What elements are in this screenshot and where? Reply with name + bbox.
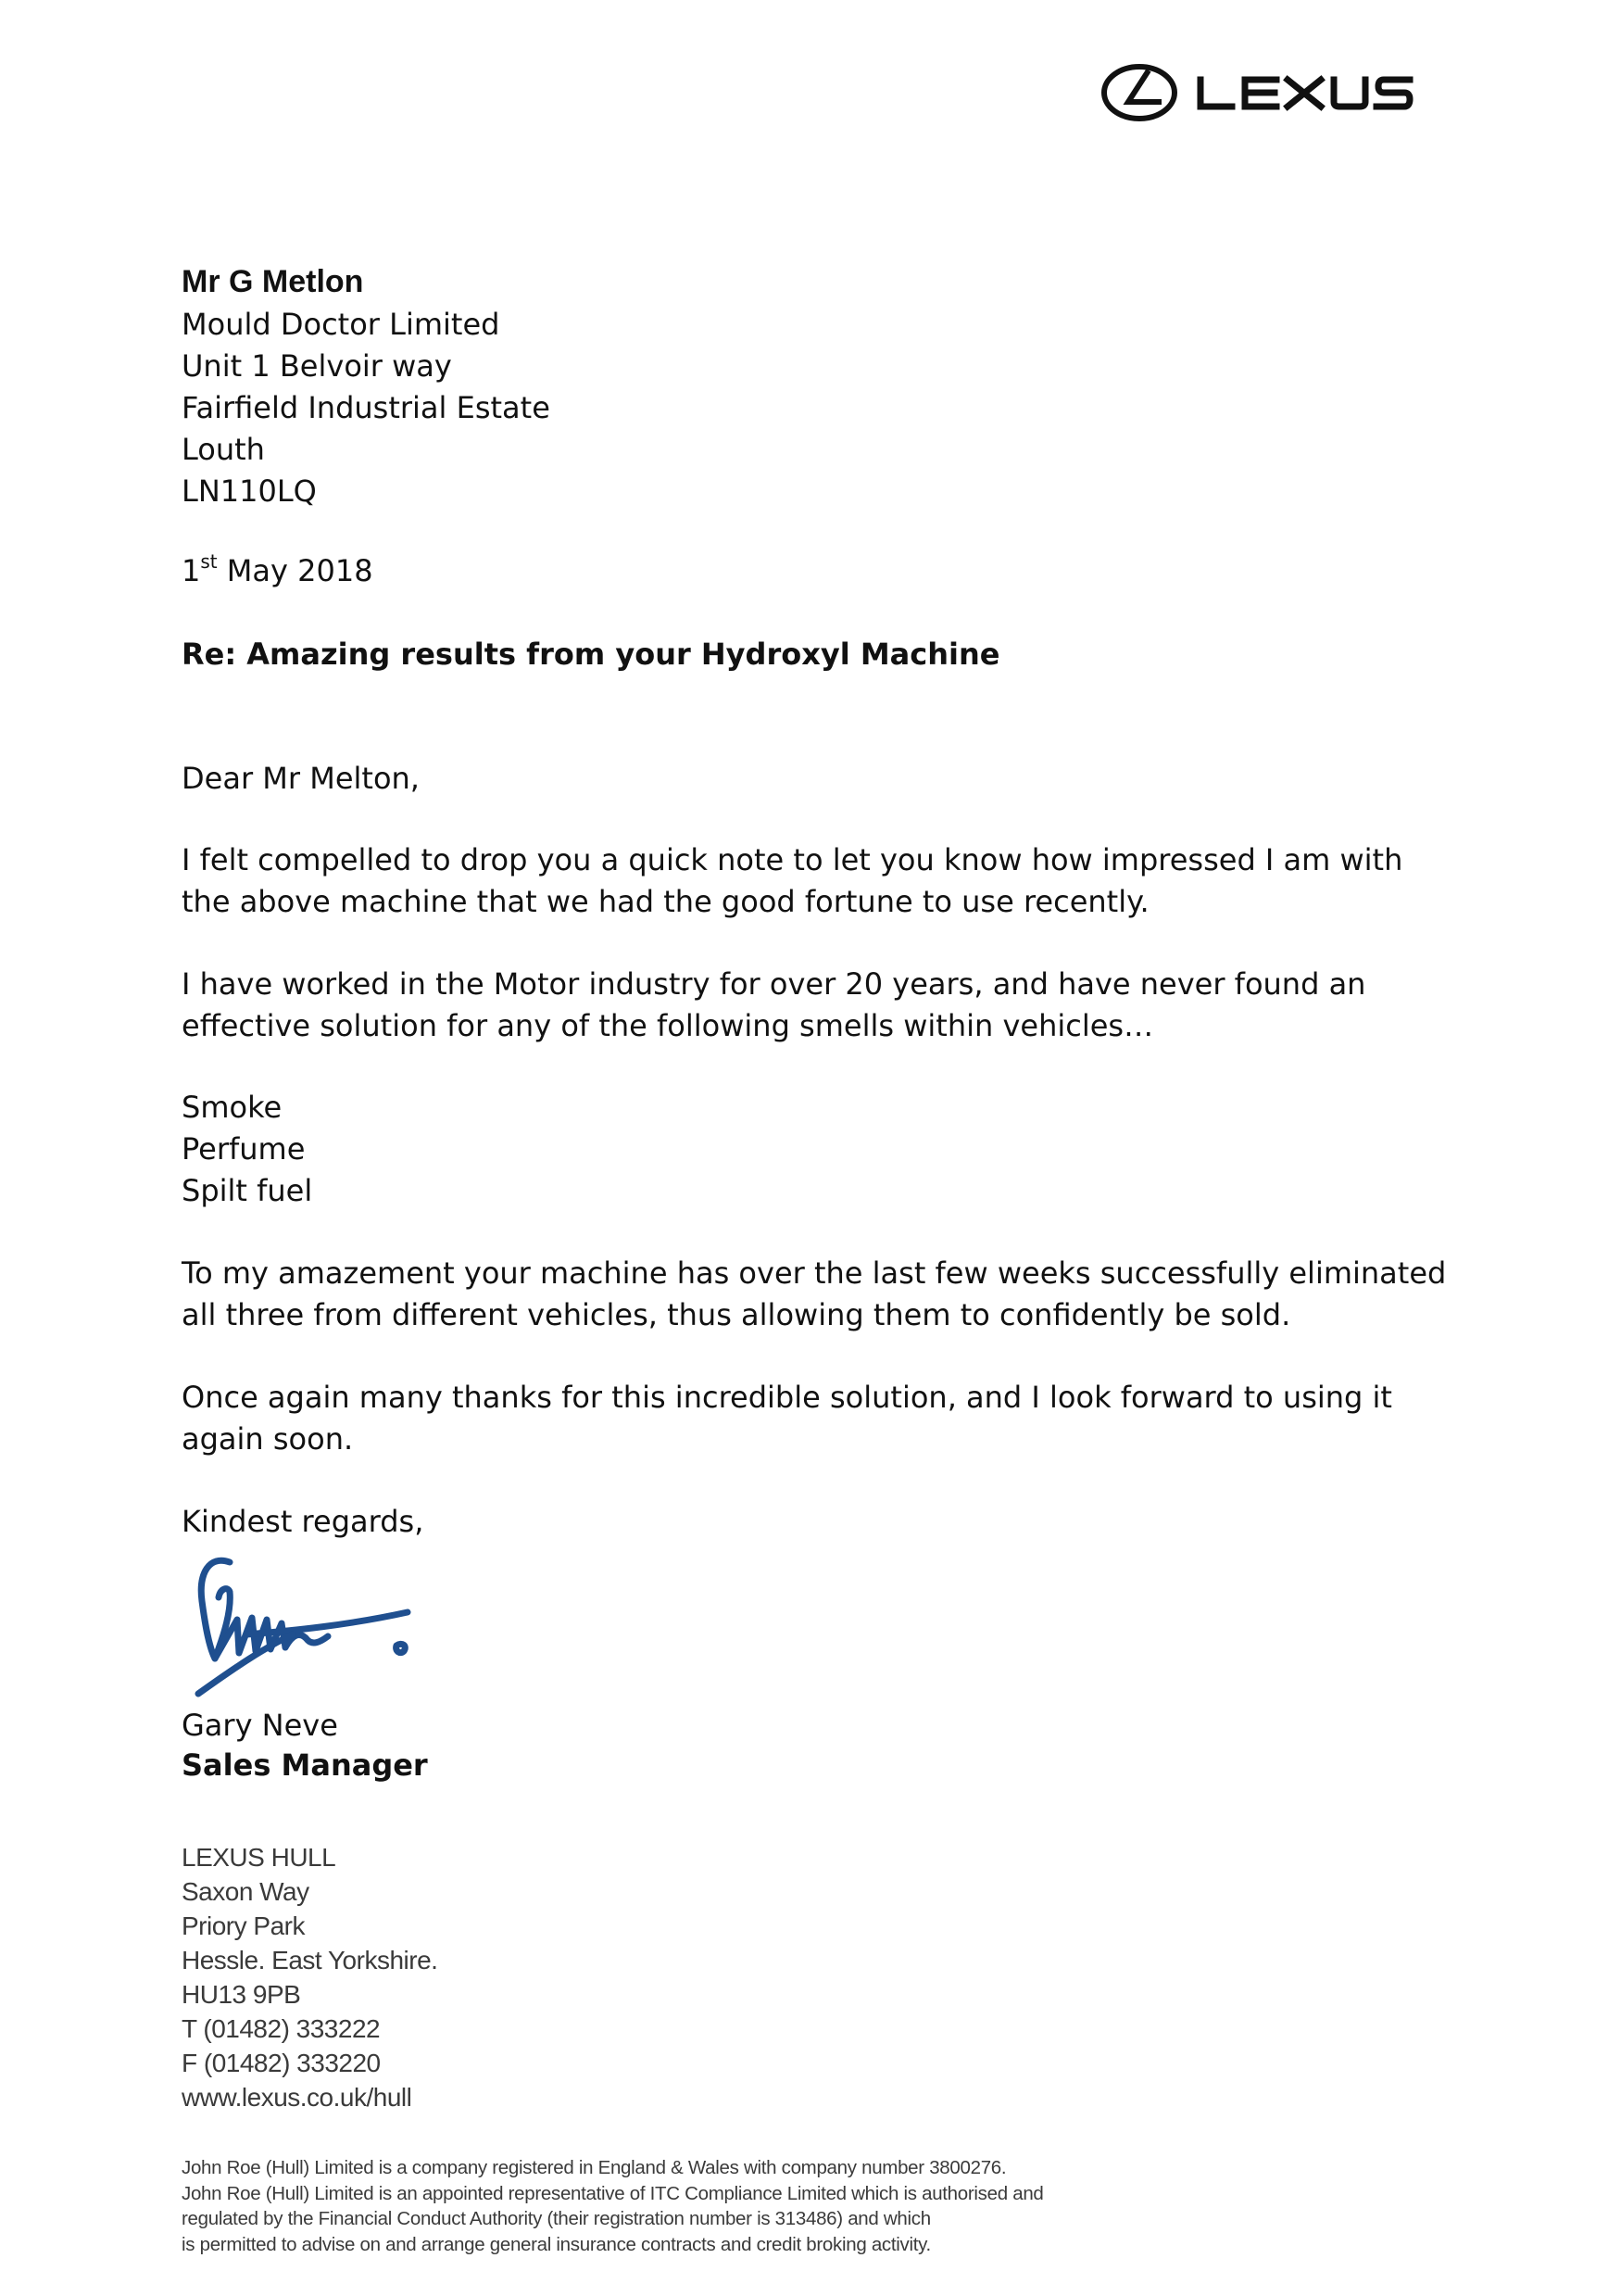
paragraph: I have worked in the Motor industry for over 20 years, and have never found an effective solution for any of the following smells within vehicles… bbox=[182, 966, 1366, 1043]
signer-name: Gary Neve bbox=[182, 1708, 338, 1743]
letter-date bbox=[182, 550, 373, 592]
signer-title: Sales Manager bbox=[182, 1747, 428, 1783]
dealer-line: Hessle. East Yorkshire. bbox=[182, 1946, 438, 1974]
dealer-line: Priory Park bbox=[182, 1911, 305, 1940]
address-line: Unit 1 Belvoir way bbox=[182, 348, 452, 384]
legal-line: John Roe (Hull) Limited is an appointed representative of ITC Compliance Limited which is authorised and bbox=[182, 2182, 1044, 2204]
dealer-line: Saxon Way bbox=[182, 1877, 309, 1906]
legal-line: John Roe (Hull) Limited is a company registered in England & Wales with company number 3800276. bbox=[182, 2157, 1007, 2178]
date-day: 1 bbox=[182, 553, 201, 588]
paragraph: To my amazement your machine has over the last few weeks successfully eliminated all three from different vehicles, thus allowing them to confidently be sold. bbox=[182, 1255, 1447, 1332]
legal-notice bbox=[182, 2155, 1108, 2257]
list-item: Spilt fuel bbox=[182, 1173, 313, 1208]
dealer-website: www.lexus.co.uk/hull bbox=[182, 2083, 412, 2112]
dealer-line: LEXUS HULL bbox=[182, 1843, 336, 1872]
closing: Kindest regards, bbox=[182, 1504, 424, 1539]
subject-line: Re: Amazing results from your Hydroxyl Machine bbox=[182, 637, 1000, 672]
dealer-line: HU13 9PB bbox=[182, 1980, 301, 2009]
legal-line: regulated by the Financial Conduct Authority (their registration number is 313486) and which bbox=[182, 2208, 931, 2229]
date-suffix: st bbox=[200, 550, 218, 573]
legal-line: is permitted to advise on and arrange general insurance contracts and credit broking activity. bbox=[182, 2233, 931, 2255]
dealer-address bbox=[182, 1840, 437, 2114]
paragraph: I felt compelled to drop you a quick note to let you know how impressed I am with the above machine that we had the good fortune to use recently. bbox=[182, 842, 1403, 919]
list-item: Perfume bbox=[182, 1131, 306, 1167]
smells-list bbox=[182, 1087, 312, 1212]
list-item: Smoke bbox=[182, 1090, 283, 1125]
dealer-fax: F (01482) 333220 bbox=[182, 2049, 381, 2077]
dealer-phone: T (01482) 333222 bbox=[182, 2014, 381, 2043]
recipient-address bbox=[182, 304, 550, 512]
address-line: Fairfield Industrial Estate bbox=[182, 390, 550, 425]
date-month-year: May 2018 bbox=[217, 553, 373, 588]
paragraph: Once again many thanks for this incredible solution, and I look forward to using it again soon. bbox=[182, 1380, 1392, 1457]
address-line: Louth bbox=[182, 432, 265, 467]
salutation: Dear Mr Melton, bbox=[182, 761, 420, 796]
handwritten-signature bbox=[182, 1545, 432, 1712]
recipient-name: Mr G Metlon bbox=[182, 264, 364, 299]
lexus-logo bbox=[1100, 56, 1443, 130]
address-line: Mould Doctor Limited bbox=[182, 307, 500, 342]
address-line: LN110LQ bbox=[182, 473, 317, 509]
